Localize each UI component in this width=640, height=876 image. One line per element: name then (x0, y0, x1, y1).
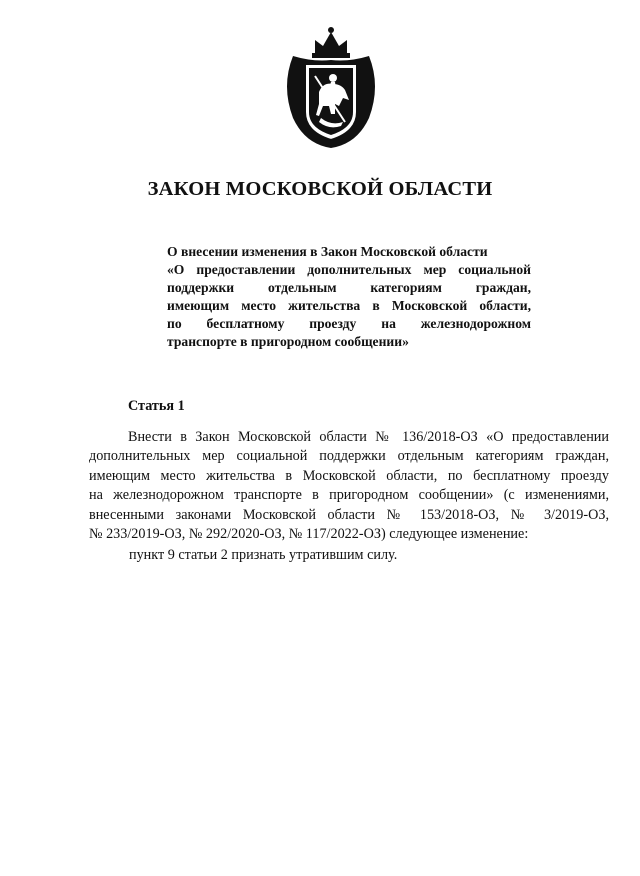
subtitle-line: «О предоставлении дополнительных мер социальной (167, 262, 531, 277)
subtitle-line: О внесении изменения в Закон Московской области (167, 244, 488, 259)
article-line: на железнодорожном транспорте в пригородном сообщении» (с изменениями, (89, 487, 609, 504)
article-heading: Статья 1 (128, 398, 185, 414)
subtitle-line: транспорте в пригородном сообщении» (167, 334, 409, 349)
article-line: дополнительных мер социальной поддержки отдельным категориям граждан, (89, 448, 609, 465)
law-subtitle (167, 243, 531, 351)
article-body (89, 428, 609, 544)
law-title: ЗАКОН МОСКОВСКОЙ ОБЛАСТИ (147, 178, 493, 200)
subtitle-line: поддержки отдельным категориям граждан, (167, 280, 531, 295)
article-line: внесенными законами Московской области № 153/2018-ОЗ, № 3/2019-ОЗ, (89, 506, 609, 523)
article-line: имеющим место жительства в Московской области, по бесплатному проезду (89, 467, 609, 484)
coat-of-arms-icon (279, 26, 383, 150)
article-line: № 233/2019-ОЗ, № 292/2020-ОЗ, № 117/2022-ОЗ) следующее изменение: (89, 526, 529, 543)
subtitle-line: имеющим место жительства в Московской области, (167, 298, 531, 313)
subtitle-line: по бесплатному проезду на железнодорожном (167, 316, 531, 331)
article-line: Внести в Закон Московской области № 136/2018-ОЗ «О предоставлении (128, 429, 609, 445)
article-item: пункт 9 статьи 2 признать утратившим силу. (129, 547, 398, 563)
